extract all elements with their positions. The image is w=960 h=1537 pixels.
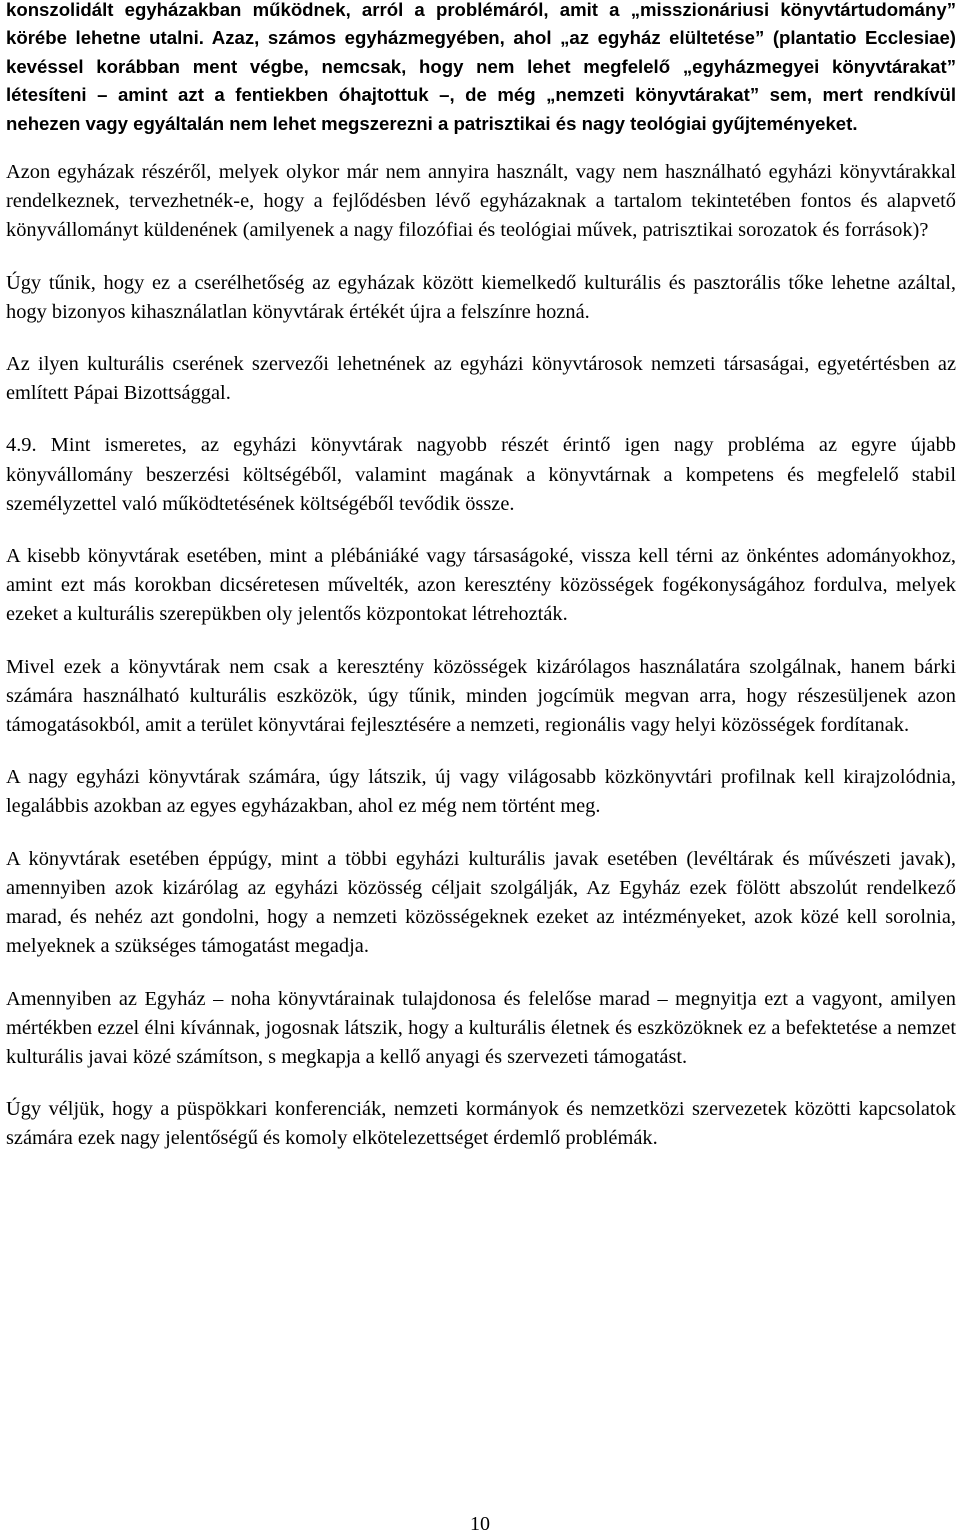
paragraph-missionary-library-science: konszolidált egyházakban működnek, arról a problémáról, amit a „misszionáriusi könyvtártudomány” körébe lehetne utalni. Azaz, számos egyházmegyében, ahol „az egyház elültetése” (plantatio Ecclesiae) kevéssel korábban ment végbe, nemcsak, hogy nem lehet megfelelő „egyházmegyei könyvtárakat” létesíteni – amint azt a fentiekben óhajtottuk –, de még „nemzeti könyvtárakat” sem, mert rendkívül nehezen vagy egyáltalán nem lehet megszerezni a patrisztikai és nagy teológiai gyűjteményeket. [6,0,956,134]
paragraph-church-opens-heritage: Amennyiben az Egyház – noha könyvtárainak tulajdonosa és felelőse marad – megnyitja ezt a vagyont, amilyen mértékben ezzel élni kívánnak, jogosnak látszik, hogy a kulturális életnek és eszközöknek ez a befektetése a nemzet kulturális javai közé számítson, s megkapja a kellő anyagi és szervezeti támogatást. [6,987,956,1068]
paragraph-cultural-pastoral-capital: Úgy tűnik, hogy ez a cserélhetőség az egyházak között kiemelkedő kulturális és pasztorális tőke lehetne azáltal, hogy bizonyos kihasználatlan könyvtárak értékét újra a felszínre hozná. [6,271,956,323]
paragraph-section-4-9: 4.9. Mint ismeretes, az egyházi könyvtárak nagyobb részét érintő igen nagy probléma az egyre újabb könyvállomány beszerzési költségéből, valamint magának a könyvtárnak a kompetens és megfelelő stabil személyzettel való működtetésének költségéből tevődik össze. [6,434,956,515]
paragraph-church-cultural-goods: A könyvtárak esetében éppúgy, mint a többi egyházi kulturális javak esetében (levéltárak és művészeti javak), amennyiben azok kizárólag az egyházi közösség céljait szolgálják, Az Egyház ezek fölött abszolút rendelkező marad, és nehéz azt gondolni, hogy a nemzeti közösségeknek ezeket az intézményeket, azok közé kell sorolnia, melyeknek a szükséges támogatást megadja. [6,847,956,958]
paragraph-small-libraries: A kisebb könyvtárak esetében, mint a plébániáké vagy társaságoké, vissza kell térni az önkéntes adományokhoz, amint ezt más korokban dicséretesen művelték, azon keresztény közösségek fogékonyságához fordulva, melyek ezeket a kulturális szerepükben oly jelentős központokat létrehozták. [6,545,956,626]
paragraph-library-exchange-question: Azon egyházak részéről, melyek olykor már nem annyira használt, vagy nem használható egyházi könyvtárakkal rendelkeznek, tervezhetnék-e, hogy a fejlődésben lévő egyházaknak a tartalom tekintetében fontos és alapvető könyvállományt küldenének (amilyenek a nagy filozófiai és teológiai művek, patrisztikai sorozatok és források)? [6,161,956,242]
paragraph-large-libraries: A nagy egyházi könyvtárak számára, úgy látszik, új vagy világosabb közkönyvtári profilnak kell kirajzolódnia, legalábbis azokban az egyes egyházakban, ahol ez még nem történt meg. [6,766,956,818]
document-page [6,0,956,1177]
paragraph-exchange-organizers: Az ilyen kulturális cserének szervezői lehetnének az egyházi könyvtárosok nemzeti társaságai, egyetértésben az említett Pápai Bizottsággal. [6,353,956,405]
paragraph-public-support: Mivel ezek a könyvtárak nem csak a keresztény közösségek kizárólagos használatára szolgálnak, hanem bárki számára használható kulturális eszközök, úgy tűnik, minden jogcímük megvan arra, hogy részesüljenek azon támogatásokból, amit a terület könyvtárai fejlesztésére a nemzeti, regionális vagy helyi közösségek fordítanak. [6,655,956,737]
paragraph-conferences-governments: Úgy véljük, hogy a püspökkari konferenciák, nemzeti kormányok és nemzetközi szervezetek közötti kapcsolatok számára ezek nagy jelentőségű és komoly elkötelezettséget érdemlő problémák. [6,1098,956,1150]
page-number: 10 [470,1513,490,1535]
